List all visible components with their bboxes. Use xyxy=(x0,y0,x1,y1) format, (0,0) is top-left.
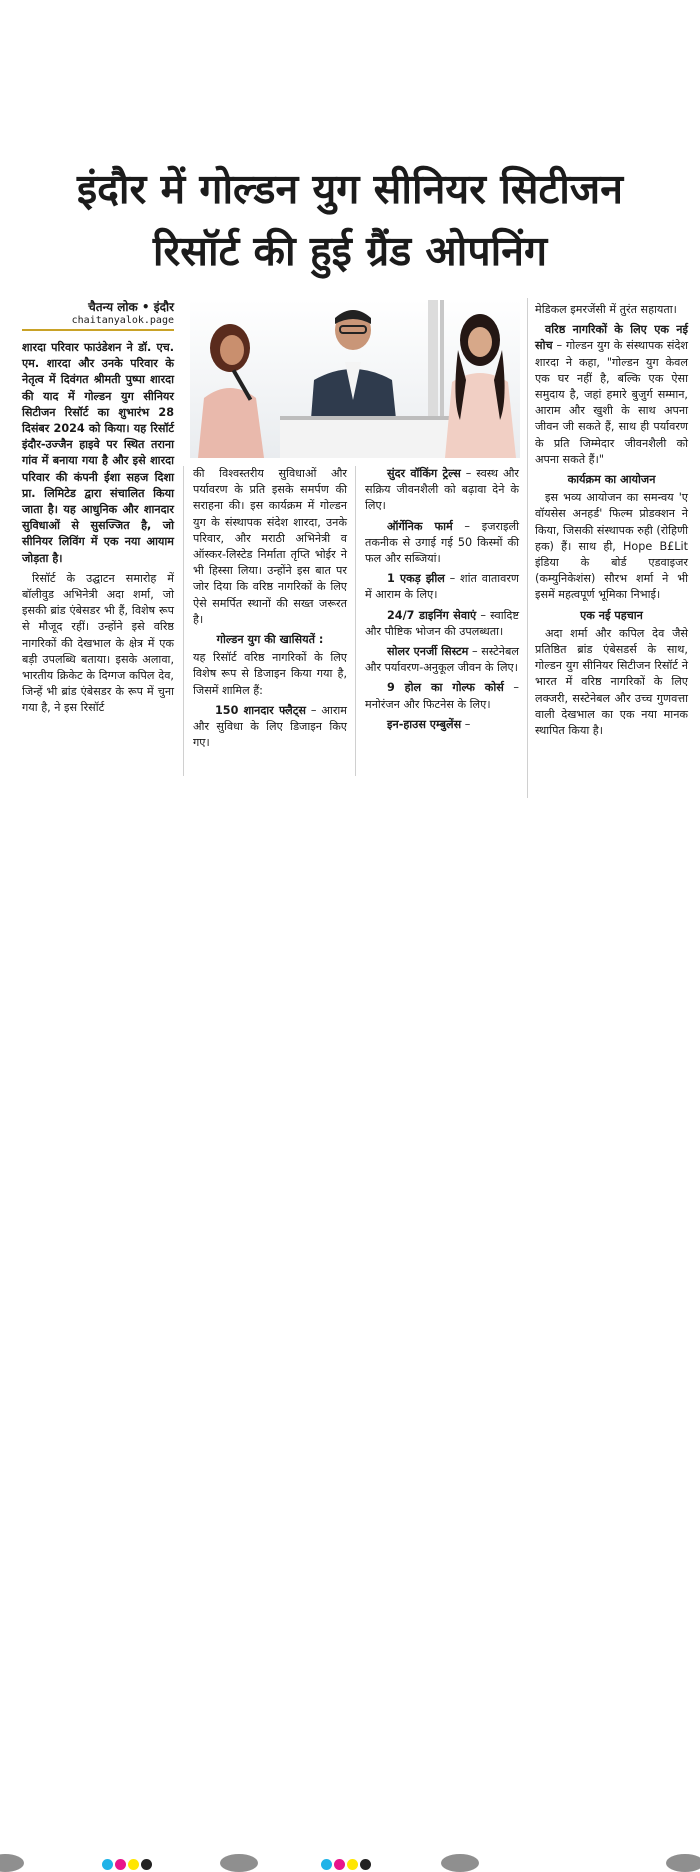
col4-heading-1: कार्यक्रम का आयोजन xyxy=(567,473,656,487)
strip-light-yellow xyxy=(450,0,490,30)
strip-light-magenta xyxy=(218,0,258,30)
strip-gray-mid xyxy=(296,0,450,30)
black-dot xyxy=(141,1859,152,1870)
feature-item-7 xyxy=(365,680,519,712)
col4-lead-title: वरिष्ठ नागरिकों के लिए एक नई सोच xyxy=(535,323,688,353)
magenta-dot xyxy=(334,1859,345,1870)
feature-item-2-text: – स्वस्थ और सक्रिय जीवनशैली को बढ़ावा देने के लिए। xyxy=(365,467,519,513)
headline-line-2: रिसॉर्ट की हुई ग्रैंड ओपनिंग xyxy=(152,227,548,275)
yellow-dot xyxy=(347,1859,358,1870)
col4-lead-paragraph xyxy=(535,322,688,468)
col4-paragraph-0: मेडिकल इमरजेंसी में तुरंत सहायता। xyxy=(535,303,677,316)
feature-item-8 xyxy=(365,717,519,733)
feature-item-5-text: – स्वादिष्ट और पौष्टिक भोजन की उपलब्धता। xyxy=(365,608,519,638)
cyan-dot xyxy=(102,1859,113,1870)
top-color-strip xyxy=(0,0,700,30)
event-photo xyxy=(190,300,520,458)
byline-site: चैतन्य लोक • इंदौर xyxy=(88,300,174,314)
magenta-dot xyxy=(115,1859,126,1870)
registration-oval xyxy=(0,1854,24,1872)
feature-item-3 xyxy=(365,519,519,568)
feature-item-1 xyxy=(193,703,347,752)
feature-item-4-title: 1 एकड़ झील xyxy=(387,572,445,586)
registration-oval xyxy=(666,1854,700,1872)
byline-url: chaitanyalok.page xyxy=(22,315,174,331)
article-column-2 xyxy=(193,466,347,755)
color-dots-left xyxy=(102,1859,152,1870)
col2-paragraph-2: यह रिसॉर्ट वरिष्ठ नागरिकों के लिए विशेष रूप से डिजाइन किया गया है, जिसमें शामिल हैं: xyxy=(193,651,347,697)
strip-gray xyxy=(0,0,140,30)
col2-heading: गोल्डन युग की खासियतें : xyxy=(216,633,324,647)
column-divider-3 xyxy=(527,298,528,798)
feature-item-1-text: – आराम और सुविधा के लिए डिजाइन किए गए। xyxy=(193,703,347,750)
feature-item-7-text: – मनोरंजन और फिटनेस के लिए। xyxy=(365,681,520,711)
col4-heading-2: एक नई पहचान xyxy=(580,608,643,622)
bottom-registration-marks xyxy=(0,925,700,950)
registration-oval xyxy=(220,1854,258,1872)
col4-lead-text: – गोल्डन युग के संस्थापक संदेश शारदा ने कहा, "गोल्डन युग केवल एक घर नहीं है, बल्कि एक ऐसा समुदाय है, जहां हमारे बुजुर्ग सम्मान, आराम और खुशी के साथ अपना जीवन जी सकते हैं, साथ ही पर्यावरण के प्रति जिम्मेदार जीवनशैली को अपना सकते हैं।" xyxy=(535,339,688,466)
strip-gray-right xyxy=(528,0,700,30)
article-column-3 xyxy=(365,466,519,737)
feature-item-6 xyxy=(365,644,519,676)
article-column-1 xyxy=(22,340,174,721)
feature-item-6-title: सोलर एनर्जी सिस्टम xyxy=(387,645,469,659)
col1-paragraph-2: रिसॉर्ट के उद्घाटन समारोह में बॉलीवुड अभिनेत्री अदा शर्मा, जो इसकी ब्रांड एंबेसडर भी हैं, विशेष रूप से मौजूद रहीं। उन्होंने इसे वरिष्ठ नागरिकों की देखभाल के क्षेत्र में एक बड़ी उपलब्धि बताया। इसके अलावा, भारतीय क्रिकेट के दिग्गज कपिल देव, जिन्हें भी ब्रांड एंबेसडर के रूप में चुना गया है, ने इस रिसॉर्ट xyxy=(22,571,174,715)
column-divider-1 xyxy=(183,466,184,776)
feature-item-4-text: – शांत वातावरण में आराम के लिए। xyxy=(365,572,520,602)
yellow-dot xyxy=(128,1859,139,1870)
feature-item-5-title: 24/7 डाइनिंग सेवाएं xyxy=(387,608,477,622)
headline-line-1: इंदौर में गोल्डन युग सीनियर सिटीजन xyxy=(77,165,623,213)
feature-item-2 xyxy=(365,466,519,515)
feature-item-8-text: – xyxy=(461,717,471,731)
col2-paragraph-1: की विश्वस्तरीय सुविधाओं और पर्यावरण के प्रति इसके समर्पण की सराहना की। इस कार्यक्रम में गोल्डन युग के संस्थापक संदेश शारदा, उनके परिवार, और मराठी अभिनेत्री व ऑस्कर-लिस्टेड निर्माता तृप्ति भोईर ने भी हिस्सा लिया। उन्होंने इस बात पर जोर दिया कि वरिष्ठ नागरिकों के लिए ऐसे समर्पित स्थानों की सख्त जरूरत है। xyxy=(193,467,347,626)
feature-item-1-title: 150 शानदार फ्लैट्स xyxy=(215,703,306,717)
headline xyxy=(0,158,700,282)
color-dots-right xyxy=(321,1859,371,1870)
feature-item-4 xyxy=(365,571,519,603)
column-divider-2 xyxy=(355,466,356,776)
feature-item-3-title: ऑर्गेनिक फार्म xyxy=(387,519,453,533)
col1-paragraph-1: शारदा परिवार फाउंडेशन ने डॉ. एच. एम. शारदा और उनके परिवार के नेतृत्व में दिवंगत श्रीमती पुष्पा शारदा की याद में गोल्डन युग सीनियर सिटीजन रिसॉर्ट का शुभारंभ 28 दिसंबर 2024 को किया। यह रिसॉर्ट इंदौर-उज्जैन हाइवे पर स्थित तराना गांव में बनाया गया है और इसे शारदा परिवार की कंपनी ईशा सहज दिशा प्रा. लिमिटेड द्वारा संचालित किया जाता है। यह आधुनिक और शानदार सुविधाओं से सुसज्जित है, जो सीनियर लिविंग में एक नया आयाम जोड़ता है। xyxy=(22,341,174,565)
black-dot xyxy=(360,1859,371,1870)
registration-oval xyxy=(441,1854,479,1872)
strip-yellow xyxy=(490,0,528,30)
feature-item-8-title: इन-हाउस एम्बुलेंस xyxy=(387,717,462,731)
feature-item-6-text: – सस्टेनेबल और पर्यावरण-अनुकूल जीवन के लिए। xyxy=(365,645,519,675)
cyan-dot xyxy=(321,1859,332,1870)
col4-paragraph-1: इस भव्य आयोजन का समन्वय 'ए वॉयसेस अनहर्ड' फिल्म प्रोडक्शन ने किया, जिसकी संस्थापक रुही (रोहिणी हक) हैं। साथ ही, Hope B£Lit इंडिया के बोर्ड एडवाइजर (कम्युनिकेशंस) सौरभ शर्मा ने भी इसमें महत्वपूर्ण भूमिका निभाई। xyxy=(535,491,688,602)
col4-paragraph-2: अदा शर्मा और कपिल देव जैसे प्रतिष्ठित ब्रांड एंबेसडर्स के साथ, गोल्डन युग सीनियर सिटीजन रिसॉर्ट ने भारत में वरिष्ठ नागरिकों के लिए लक्जरी, सस्टेनेबल और उच्च गुणवत्ता वाली देखभाल का एक नया मानक स्थापित किया है। xyxy=(535,626,688,738)
strip-cyan xyxy=(180,0,218,30)
feature-item-7-title: 9 होल का गोल्फ कोर्स xyxy=(387,681,504,695)
strip-light-cyan xyxy=(140,0,180,30)
byline xyxy=(22,298,174,331)
article-column-4 xyxy=(535,302,688,743)
strip-magenta xyxy=(258,0,296,30)
feature-item-3-text: – इजराइली तकनीक से उगाई गई 50 किस्मों की फल और सब्जियां। xyxy=(365,519,519,566)
feature-item-5 xyxy=(365,608,519,640)
feature-item-2-title: सुंदर वॉकिंग ट्रेल्स xyxy=(387,467,461,480)
